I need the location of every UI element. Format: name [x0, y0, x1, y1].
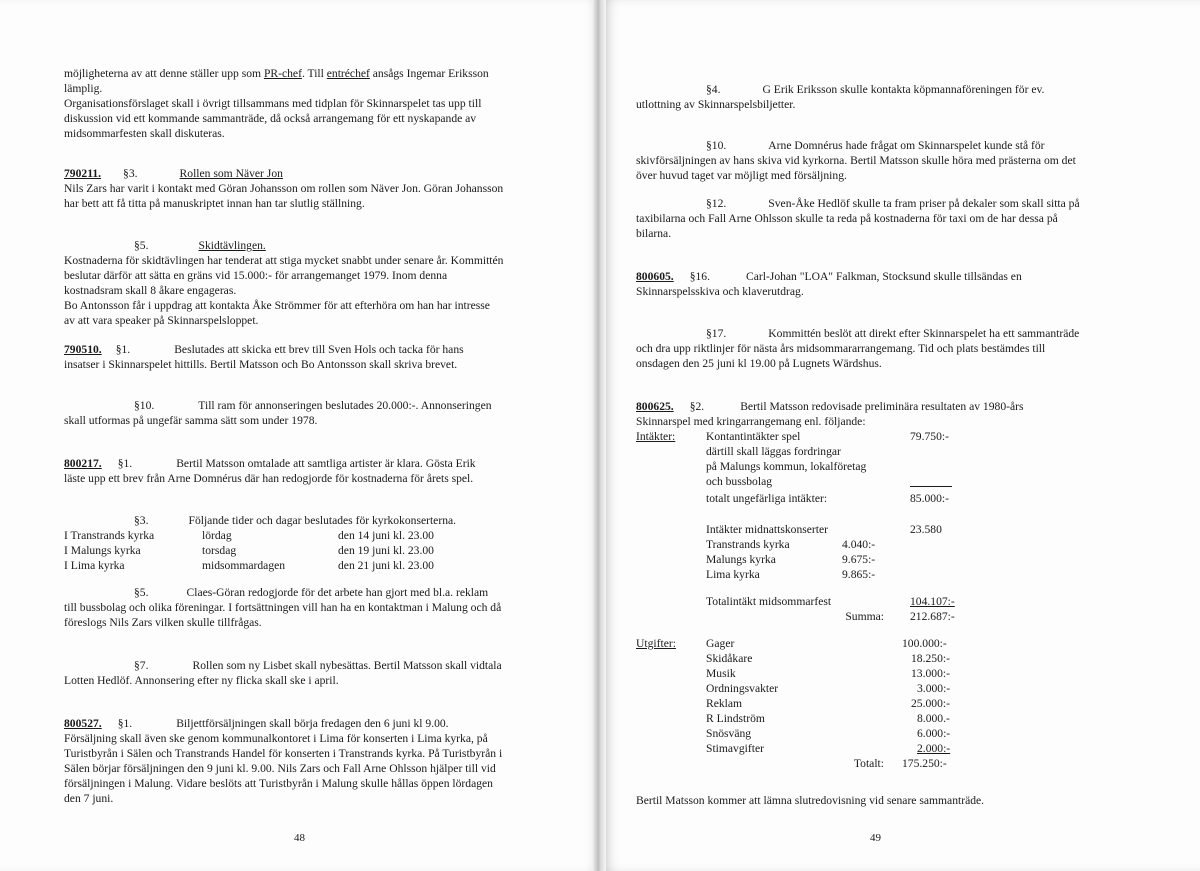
church-name: Lima kyrka	[706, 568, 760, 581]
line-label: totalt ungefärliga intäkter:	[706, 492, 828, 505]
entry-800527	[64, 716, 564, 806]
line-label: Kontantintäkter spel	[706, 430, 801, 443]
entry-reklam	[64, 585, 564, 630]
text: Arne Domnérus hade frågat om Skinnarspelet kunde stå för	[768, 139, 1045, 152]
text: ansågs Ingemar Eriksson	[369, 67, 489, 80]
text: Följande tider och dagar beslutades för kyrkokonserterna.	[188, 514, 457, 527]
book-gutter	[592, 0, 606, 871]
entry-s17	[636, 326, 1156, 371]
text-line: Kostnaderna för skidtävlingen har tenderat att stiga mycket snabbt under senare år. Kommittén	[64, 254, 504, 267]
text-line: och dra upp riktlinjer för nästa års midsommararrangemang. Tid och plats bestämdes till	[636, 342, 1046, 355]
entry-date: 800605.	[636, 270, 674, 283]
entry-date: 800625.	[636, 400, 674, 413]
date-time: den 19 juni kl. 23.00	[338, 544, 434, 557]
paragraph-number: §12.	[706, 197, 727, 210]
entry-date: 800527.	[64, 717, 102, 730]
text: Bertil Matsson redovisade preliminära resultaten av 1980-års	[740, 400, 1024, 413]
schedule-row	[64, 543, 434, 558]
line-value: 85.000:-	[910, 492, 949, 505]
text-line: läste upp ett brev från Arne Domnérus där han redogjorde för kostnaderna för årets spel.	[64, 472, 474, 485]
expense-name: Stimavgifter	[706, 742, 764, 755]
paragraph-number: §7.	[134, 659, 149, 672]
intro-section	[64, 66, 564, 141]
section-heading: Skidtävlingen.	[198, 239, 266, 252]
closing-line: Bertil Matsson kommer att lämna slutredovisning vid senare sammanträde.	[636, 794, 985, 807]
entrechef-term: entréchef	[326, 67, 370, 80]
total-label: Totalt:	[853, 757, 884, 770]
expense-value: 18.250:-	[911, 652, 950, 665]
text-line: till bussbolag och olika föreningar. I fortsättningen vill han ha en kontaktman i Malung och då	[64, 601, 502, 614]
text-line: Organisationsförslaget skall i övrigt tillsammans med tidplan för Skinnarspelet tas upp till	[64, 97, 482, 110]
paragraph-number: §2.	[689, 400, 705, 413]
text: Carl-Johan "LOA" Falkman, Stocksund skulle tillsändas en	[745, 270, 1022, 283]
entry-s12	[636, 196, 1156, 241]
text-line: Skinnarspel med kringarrangemang enl. följande:	[636, 415, 866, 428]
text-line: lämplig.	[64, 82, 103, 95]
entry-790211	[64, 166, 564, 211]
text-line: Nils Zars har varit i kontakt med Göran Johansson om rollen som Näver Jon. Göran Johansson	[64, 182, 504, 195]
text-line: över huvud taget var möjligt med försäljning.	[636, 169, 847, 182]
entry-800605	[636, 269, 1156, 299]
summa-value: 212.687:-	[910, 610, 955, 623]
paragraph-number: §10.	[134, 399, 155, 412]
text-line: Lotten Hedlöf. Annonsering efter ny flicka skall ske i april.	[64, 674, 339, 687]
entry-800217	[64, 456, 564, 486]
text: Till ram för annonseringen beslutades 20.000:-. Annonseringen	[198, 399, 492, 412]
text: möjligheterna av att denne ställer upp som	[64, 67, 264, 80]
pr-chef-term: PR-chef	[263, 67, 302, 80]
expense-value: 25.000:-	[911, 697, 950, 710]
expense-value: 6.000:-	[917, 727, 951, 740]
text: Bertil Matsson omtalade att samtliga artister är klara. Gösta Erik	[176, 457, 476, 470]
text-line: Försäljning skall även ske genom kommunalkontoret i Lima för konserten i Lima kyrka, på	[64, 732, 488, 745]
entry-790510	[64, 342, 564, 372]
text-line: diskussion vid ett kommande sammanträde, då också arrangemang för ett nyskapande av	[64, 112, 477, 125]
text-line: kostnadsram skall 8 åkare engageras.	[64, 284, 237, 297]
text-line: bilarna.	[636, 227, 672, 240]
paragraph-number: §5.	[134, 586, 149, 599]
paragraph-number: §3.	[123, 167, 138, 180]
text-line: Sälen börjar försäljningen den 9 juni kl. 9.00. Nils Zars och Fall Arne Ohlsson hjälper till vid	[64, 762, 496, 775]
date-time: den 14 juni kl. 23.00	[338, 529, 434, 542]
day: lördag	[202, 529, 232, 542]
line-value: 23.580	[910, 523, 942, 536]
text-line: onsdagen den 25 juni kl 19.00 på Lugnets Wärdshus.	[636, 357, 882, 370]
text-line: Turistbyrån i Sälen och Transtrands Handel för konserten i Transtrands kyrka. På Turistbyrån i	[64, 747, 503, 760]
expense-value: 8.000.-	[917, 712, 950, 725]
day: midsommardagen	[202, 559, 286, 572]
church-name: I Malungs kyrka	[64, 544, 141, 557]
expense-value: 3.000:-	[917, 682, 951, 695]
summa-label: Summa:	[845, 610, 884, 623]
entry-date: 790510.	[64, 343, 102, 356]
text: Beslutades att skicka ett brev till Sven Hols och tacka för hans	[174, 343, 464, 356]
entry-date: 800217.	[64, 457, 102, 470]
text-line: taxibilarna och Fall Arne Ohlsson skulle ta reda på kostnaderna för taxi om de har dessa på	[636, 212, 1058, 225]
text-line: insatser i Skinnarspelet hittills. Bertil Matsson och Bo Antonsson skall skriva brevet.	[64, 358, 458, 371]
line-label: på Malungs kommun, lokalföretag	[706, 460, 867, 473]
text-line: av att vara speaker på Skinnarspelsloppet.	[64, 314, 259, 327]
text-line: skall utformas på ungefär samma sätt som under 1978.	[64, 414, 318, 427]
expense-name: Ordningsvakter	[706, 682, 779, 695]
expense-name: R Lindström	[706, 712, 765, 725]
paragraph-number: §17.	[706, 327, 727, 340]
text-line: beslutar därför att sätta en gräns vid 15.000:- för arrangemanget 1979. Inom denna	[64, 269, 448, 282]
expense-value: 2.000:-	[917, 742, 951, 755]
expense-label: Utgifter:	[636, 637, 676, 650]
entry-kyrkokonserter	[64, 513, 564, 573]
text: Biljettförsäljningen skall börja fredagen den 6 juni kl 9.00.	[176, 717, 449, 730]
expense-table	[636, 636, 950, 771]
paragraph-number: §16.	[689, 270, 710, 283]
text-line: skivförsäljningen av hans skiva vid kyrkorna. Bertil Matsson skulle höra med prästerna om det	[636, 154, 1076, 167]
expense-value: 100.000:-	[902, 637, 947, 650]
schedule-row	[64, 528, 434, 543]
text: Claes-Göran redogjorde för det arbete han gjort med bl.a. reklam	[186, 586, 489, 599]
text: . Till	[301, 67, 327, 80]
paragraph-number: §5.	[134, 239, 149, 252]
page-number: 49	[870, 832, 881, 844]
line-value: 79.750:-	[910, 430, 949, 443]
line-value: 104.107:-	[910, 595, 955, 608]
entry-s4	[636, 82, 1156, 112]
text: G Erik Eriksson skulle kontakta köpmannaföreningen för ev.	[762, 83, 1045, 96]
sum-rule	[910, 474, 952, 487]
concert-schedule	[64, 528, 434, 573]
entry-lisbet	[64, 658, 564, 688]
date-time: den 21 juni kl. 23.00	[338, 559, 434, 572]
text-line: föreslogs Nils Zars vilken skulle tillfrågas.	[64, 616, 262, 629]
line-label: och bussbolag	[706, 475, 773, 488]
text-line: midsommarfesten skall diskuteras.	[64, 127, 225, 140]
page-right	[600, 0, 1200, 871]
church-name: I Transtrands kyrka	[64, 529, 155, 542]
expense-name: Snösväng	[706, 727, 752, 740]
text: Rollen som ny Lisbet skall nybesättas. Bertil Matsson skall vidtala	[192, 659, 502, 672]
expense-value: 13.000:-	[911, 667, 950, 680]
entry-date: 790211.	[64, 167, 102, 180]
text: Sven-Åke Hedlöf skulle ta fram priser på dekaler som skall sitta på	[768, 197, 1080, 210]
church-name: Malungs kyrka	[706, 553, 776, 566]
expense-name: Gager	[706, 637, 735, 650]
text-line: har bett att få titta på manuskriptet innan han tar slutlig ställning.	[64, 197, 365, 210]
entry-s10	[636, 138, 1156, 183]
expense-name: Skidåkare	[706, 652, 753, 665]
paragraph-number: §1.	[117, 457, 133, 470]
church-value: 4.040:-	[842, 538, 876, 551]
entry-800625	[636, 399, 1156, 808]
text-line: försäljningen i Malung. Vidare beslöts att Turistbyrån i Malung skulle hållas öppen lördagen	[64, 777, 493, 790]
page-number: 48	[294, 832, 305, 844]
total-value: 175.250:-	[902, 757, 947, 770]
section-heading: Rollen som Näver Jon	[179, 167, 283, 180]
expense-name: Reklam	[706, 697, 743, 710]
paragraph-number: §4.	[706, 83, 721, 96]
income-label: Intäkter:	[636, 430, 676, 443]
text-line: Skinnarspelsskiva och klaverutdrag.	[636, 285, 804, 298]
income-table	[636, 429, 955, 624]
entry-annonsering	[64, 398, 564, 428]
line-label: Totalintäkt midsommarfest	[706, 595, 832, 608]
church-name: Transtrands kyrka	[706, 538, 790, 551]
day: torsdag	[202, 544, 237, 557]
text-line: den 7 juni.	[64, 792, 114, 805]
church-value: 9.675:-	[842, 553, 876, 566]
text: Kommittén beslöt att direkt efter Skinnarspelet ha ett sammanträde	[768, 327, 1080, 340]
schedule-row	[64, 558, 434, 573]
paragraph-number: §3.	[134, 514, 149, 527]
text-line: Bo Antonsson får i uppdrag att kontakta Åke Strömmer för att efterhöra om han har intresse	[64, 299, 490, 312]
line-label: Intäkter midnattskonserter	[706, 523, 829, 536]
paragraph-number: §1.	[117, 717, 133, 730]
paragraph-number: §1.	[115, 343, 131, 356]
church-value: 9.865:-	[842, 568, 876, 581]
paragraph-number: §10.	[706, 139, 727, 152]
text-line: utlottning av Skinnarspelsbiljetter.	[636, 98, 796, 111]
line-label: därtill skall läggas fordringar	[706, 445, 841, 458]
church-name: I Lima kyrka	[64, 559, 125, 572]
entry-skidtavling	[64, 238, 564, 328]
expense-name: Musik	[706, 667, 736, 680]
